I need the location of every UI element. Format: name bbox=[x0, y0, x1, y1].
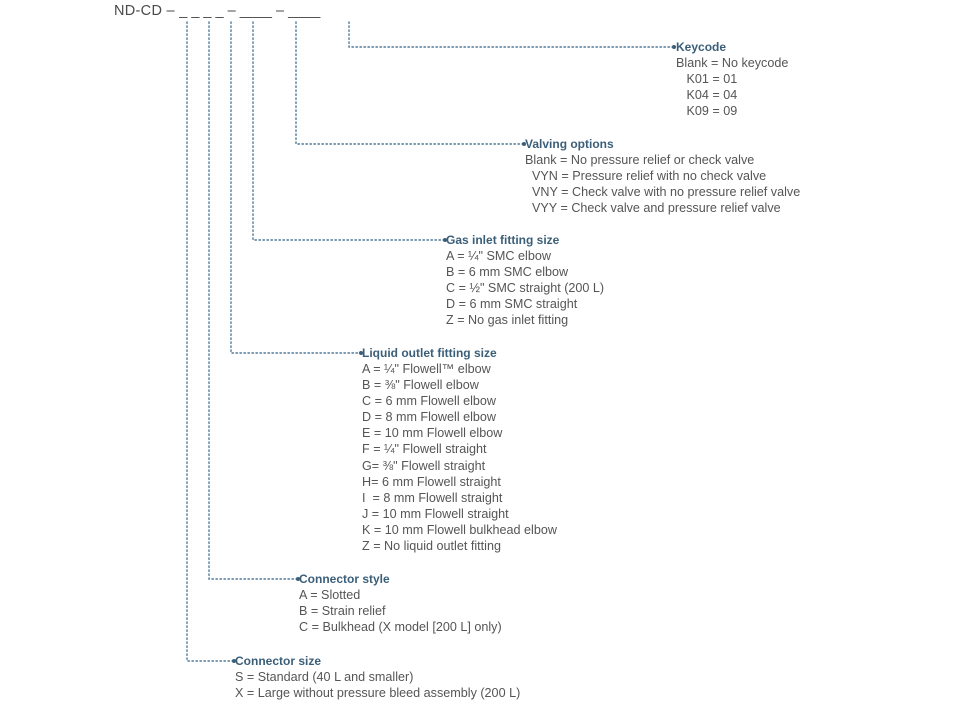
liquid-outlet-option: Z = No liquid outlet fitting bbox=[362, 539, 501, 554]
connector-size-title: Connector size bbox=[235, 654, 322, 668]
gas-inlet-option: D = 6 mm SMC straight bbox=[446, 297, 578, 312]
connector-size-option: X = Large without pressure bleed assembly (200 L) bbox=[235, 686, 521, 701]
keycode-title: Keycode bbox=[676, 40, 727, 54]
connector-style-option: A = Slotted bbox=[299, 588, 361, 602]
valving-option: VYY = Check valve and pressure relief valve bbox=[525, 201, 781, 216]
liquid-outlet-option: I = 8 mm Flowell straight bbox=[362, 490, 503, 505]
keycode-option: K09 = 09 bbox=[676, 104, 738, 119]
liquid-outlet-option: A = ¼" Flowell™ elbow bbox=[362, 362, 491, 376]
liquid-outlet-title: Liquid outlet fitting size bbox=[362, 346, 497, 360]
valving-option: VYN = Pressure relief with no check valve bbox=[525, 169, 767, 184]
gas-inlet-option: B = 6 mm SMC elbow bbox=[446, 265, 569, 280]
leader-valving bbox=[296, 22, 523, 144]
gas-inlet-section bbox=[446, 232, 604, 328]
part-code-prefix: ND-CD – bbox=[114, 3, 180, 19]
keycode-option: K04 = 04 bbox=[676, 88, 738, 103]
liquid-outlet-option: C = 6 mm Flowell elbow bbox=[362, 394, 497, 409]
keycode-section bbox=[676, 39, 788, 119]
liquid-outlet-option: D = 8 mm Flowell elbow bbox=[362, 410, 497, 425]
liquid-outlet-option: E = 10 mm Flowell elbow bbox=[362, 426, 503, 441]
leader-keycode bbox=[349, 22, 673, 47]
gas-inlet-option: Z = No gas inlet fitting bbox=[446, 313, 569, 328]
connector-style-title: Connector style bbox=[299, 572, 390, 586]
valving-option: Blank = No pressure relief or check valve bbox=[525, 153, 755, 167]
leader-connector-size bbox=[187, 22, 233, 661]
liquid-outlet-option: B = ⅜" Flowell elbow bbox=[362, 378, 479, 393]
liquid-outlet-option: F = ¼" Flowell straight bbox=[362, 442, 487, 457]
liquid-outlet-option: K = 10 mm Flowell bulkhead elbow bbox=[362, 522, 557, 537]
liquid-outlet-option: H= 6 mm Flowell straight bbox=[362, 474, 501, 489]
liquid-outlet-option: J = 10 mm Flowell straight bbox=[362, 506, 509, 521]
keycode-option: K01 = 01 bbox=[676, 72, 738, 87]
part-code-template: _ _ _ _ – ____ – ____ bbox=[179, 3, 321, 19]
gas-inlet-option: A = ¼" SMC elbow bbox=[446, 249, 551, 263]
connector-style-section bbox=[299, 571, 502, 635]
valving-section bbox=[525, 136, 800, 216]
connector-size-option: S = Standard (40 L and smaller) bbox=[235, 670, 414, 684]
liquid-outlet-section bbox=[362, 345, 557, 554]
gas-inlet-option: C = ½" SMC straight (200 L) bbox=[446, 281, 605, 296]
valving-option: VNY = Check valve with no pressure relief valve bbox=[525, 185, 801, 200]
connector-style-option: B = Strain relief bbox=[299, 604, 386, 619]
keycode-option: Blank = No keycode bbox=[676, 56, 789, 70]
connector-style-option: C = Bulkhead (X model [200 L] only) bbox=[299, 620, 502, 635]
valving-title: Valving options bbox=[525, 137, 614, 151]
connector-size-section bbox=[235, 653, 520, 701]
liquid-outlet-option: G= ⅜" Flowell straight bbox=[362, 458, 486, 473]
gas-inlet-title: Gas inlet fitting size bbox=[446, 233, 560, 247]
leader-gas-inlet bbox=[253, 22, 444, 240]
